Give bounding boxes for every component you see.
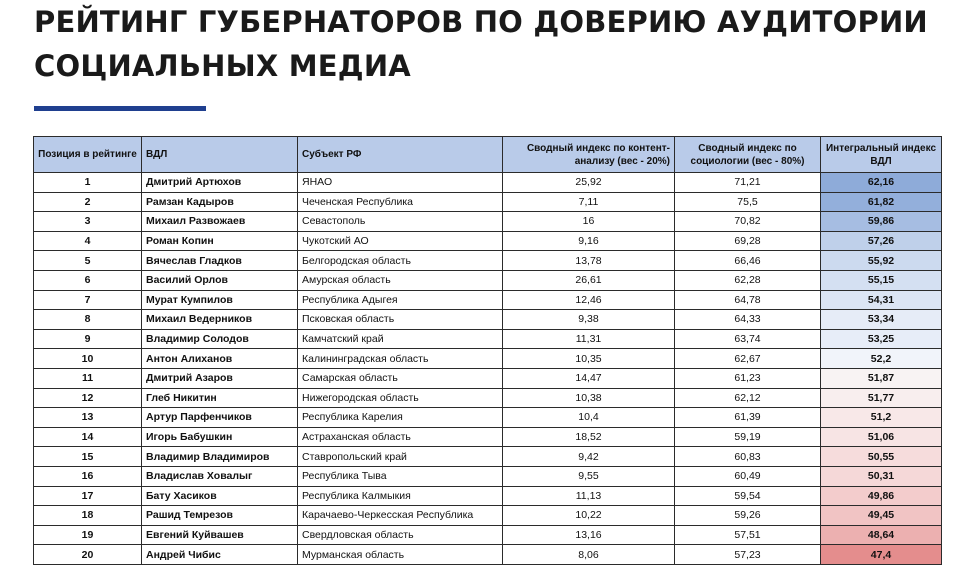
cell-content-index: 14,47 [503, 368, 675, 388]
cell-content-index: 13,78 [503, 251, 675, 271]
cell-socio-index: 57,23 [675, 545, 821, 565]
cell-integral-index: 50,55 [821, 447, 942, 467]
cell-position: 14 [34, 427, 142, 447]
header-subject: Субъект РФ [298, 137, 503, 173]
cell-vdl: Дмитрий Артюхов [142, 173, 298, 193]
table-row [34, 447, 942, 467]
cell-content-index: 10,35 [503, 349, 675, 369]
cell-vdl: Дмитрий Азаров [142, 368, 298, 388]
cell-content-index: 12,46 [503, 290, 675, 310]
cell-position: 12 [34, 388, 142, 408]
table-row [34, 349, 942, 369]
cell-position: 6 [34, 270, 142, 290]
cell-vdl: Василий Орлов [142, 270, 298, 290]
cell-integral-index: 61,82 [821, 192, 942, 212]
cell-position: 11 [34, 368, 142, 388]
cell-socio-index: 70,82 [675, 212, 821, 232]
cell-socio-index: 59,26 [675, 506, 821, 526]
cell-vdl: Владимир Владимиров [142, 447, 298, 467]
cell-subject: Амурская область [298, 270, 503, 290]
cell-vdl: Михаил Развожаев [142, 212, 298, 232]
cell-position: 1 [34, 173, 142, 193]
cell-subject: Нижегородская область [298, 388, 503, 408]
cell-subject: Севастополь [298, 212, 503, 232]
cell-vdl: Игорь Бабушкин [142, 427, 298, 447]
cell-socio-index: 66,46 [675, 251, 821, 271]
cell-integral-index: 50,31 [821, 466, 942, 486]
cell-vdl: Владимир Солодов [142, 329, 298, 349]
cell-vdl: Роман Копин [142, 231, 298, 251]
cell-socio-index: 61,23 [675, 368, 821, 388]
cell-integral-index: 49,45 [821, 506, 942, 526]
cell-integral-index: 53,25 [821, 329, 942, 349]
cell-position: 16 [34, 466, 142, 486]
table-row [34, 427, 942, 447]
cell-subject: Астраханская область [298, 427, 503, 447]
table-row [34, 525, 942, 545]
cell-position: 7 [34, 290, 142, 310]
cell-content-index: 10,38 [503, 388, 675, 408]
cell-integral-index: 51,87 [821, 368, 942, 388]
cell-integral-index: 48,64 [821, 525, 942, 545]
cell-subject: Карачаево-Черкесская Республика [298, 506, 503, 526]
cell-subject: Самарская область [298, 368, 503, 388]
cell-subject: Республика Адыгея [298, 290, 503, 310]
cell-position: 18 [34, 506, 142, 526]
cell-integral-index: 49,86 [821, 486, 942, 506]
cell-vdl: Евгений Куйвашев [142, 525, 298, 545]
table-row [34, 408, 942, 428]
cell-content-index: 16 [503, 212, 675, 232]
cell-vdl: Мурат Кумпилов [142, 290, 298, 310]
table-row [34, 310, 942, 330]
cell-position: 8 [34, 310, 142, 330]
cell-socio-index: 62,28 [675, 270, 821, 290]
cell-socio-index: 61,39 [675, 408, 821, 428]
cell-socio-index: 60,49 [675, 466, 821, 486]
cell-subject: Чукотский АО [298, 231, 503, 251]
cell-integral-index: 51,06 [821, 427, 942, 447]
page-title [34, 0, 934, 88]
cell-subject: Свердловская область [298, 525, 503, 545]
cell-subject: Калининградская область [298, 349, 503, 369]
cell-content-index: 11,13 [503, 486, 675, 506]
table-row [34, 329, 942, 349]
table-row [34, 290, 942, 310]
cell-integral-index: 59,86 [821, 212, 942, 232]
table-row [34, 388, 942, 408]
cell-position: 2 [34, 192, 142, 212]
cell-integral-index: 55,92 [821, 251, 942, 271]
cell-integral-index: 51,77 [821, 388, 942, 408]
cell-vdl: Михаил Ведерников [142, 310, 298, 330]
cell-socio-index: 62,67 [675, 349, 821, 369]
title-accent-bar [34, 106, 206, 111]
header-socio-index: Сводный индекс по социологии (вес - 80%) [675, 137, 821, 173]
cell-subject: Республика Калмыкия [298, 486, 503, 506]
page-title-line-2: СОЦИАЛЬНЫХ МЕДИА [34, 49, 411, 83]
cell-socio-index: 62,12 [675, 388, 821, 408]
cell-content-index: 25,92 [503, 173, 675, 193]
header-integral-index: Интегральный индекс ВДЛ [821, 137, 942, 173]
cell-content-index: 10,4 [503, 408, 675, 428]
cell-socio-index: 75,5 [675, 192, 821, 212]
table-header-row [34, 137, 942, 173]
cell-vdl: Вячеслав Гладков [142, 251, 298, 271]
cell-vdl: Владислав Ховалыг [142, 466, 298, 486]
cell-position: 3 [34, 212, 142, 232]
table-row [34, 173, 942, 193]
cell-position: 10 [34, 349, 142, 369]
cell-socio-index: 64,78 [675, 290, 821, 310]
cell-socio-index: 69,28 [675, 231, 821, 251]
table-row [34, 466, 942, 486]
cell-content-index: 9,42 [503, 447, 675, 467]
cell-integral-index: 62,16 [821, 173, 942, 193]
governor-rating-table [33, 136, 942, 565]
cell-content-index: 26,61 [503, 270, 675, 290]
cell-content-index: 9,38 [503, 310, 675, 330]
table-row [34, 506, 942, 526]
cell-subject: Псковская область [298, 310, 503, 330]
table-body [34, 173, 942, 565]
cell-socio-index: 64,33 [675, 310, 821, 330]
cell-position: 5 [34, 251, 142, 271]
cell-socio-index: 59,19 [675, 427, 821, 447]
cell-content-index: 9,55 [503, 466, 675, 486]
cell-vdl: Рамзан Кадыров [142, 192, 298, 212]
cell-position: 19 [34, 525, 142, 545]
cell-position: 13 [34, 408, 142, 428]
cell-subject: Чеченская Республика [298, 192, 503, 212]
cell-content-index: 9,16 [503, 231, 675, 251]
cell-content-index: 7,11 [503, 192, 675, 212]
cell-position: 15 [34, 447, 142, 467]
cell-socio-index: 71,21 [675, 173, 821, 193]
table-row [34, 192, 942, 212]
cell-content-index: 18,52 [503, 427, 675, 447]
cell-position: 4 [34, 231, 142, 251]
table-row [34, 368, 942, 388]
table-row [34, 231, 942, 251]
cell-socio-index: 59,54 [675, 486, 821, 506]
cell-position: 17 [34, 486, 142, 506]
cell-subject: ЯНАО [298, 173, 503, 193]
cell-content-index: 11,31 [503, 329, 675, 349]
header-vdl: ВДЛ [142, 137, 298, 173]
cell-integral-index: 54,31 [821, 290, 942, 310]
cell-integral-index: 55,15 [821, 270, 942, 290]
cell-socio-index: 63,74 [675, 329, 821, 349]
cell-vdl: Антон Алиханов [142, 349, 298, 369]
cell-position: 20 [34, 545, 142, 565]
cell-subject: Ставропольский край [298, 447, 503, 467]
cell-content-index: 13,16 [503, 525, 675, 545]
cell-integral-index: 51,2 [821, 408, 942, 428]
table-row [34, 251, 942, 271]
cell-subject: Камчатский край [298, 329, 503, 349]
header-content-index: Сводный индекс по контент-анализу (вес - 20%) [503, 137, 675, 173]
cell-vdl: Артур Парфенчиков [142, 408, 298, 428]
cell-socio-index: 60,83 [675, 447, 821, 467]
table-row [34, 545, 942, 565]
header-position: Позиция в рейтинге [34, 137, 142, 173]
table-row [34, 270, 942, 290]
cell-vdl: Бату Хасиков [142, 486, 298, 506]
cell-vdl: Глеб Никитин [142, 388, 298, 408]
cell-content-index: 10,22 [503, 506, 675, 526]
cell-subject: Белгородская область [298, 251, 503, 271]
cell-integral-index: 53,34 [821, 310, 942, 330]
cell-subject: Республика Тыва [298, 466, 503, 486]
cell-integral-index: 47,4 [821, 545, 942, 565]
table-row [34, 486, 942, 506]
cell-subject: Мурманская область [298, 545, 503, 565]
table-row [34, 212, 942, 232]
cell-socio-index: 57,51 [675, 525, 821, 545]
cell-integral-index: 57,26 [821, 231, 942, 251]
cell-content-index: 8,06 [503, 545, 675, 565]
cell-vdl: Андрей Чибис [142, 545, 298, 565]
page-title-line-1: РЕЙТИНГ ГУБЕРНАТОРОВ ПО ДОВЕРИЮ АУДИТОРИИ [34, 5, 928, 39]
cell-subject: Республика Карелия [298, 408, 503, 428]
cell-position: 9 [34, 329, 142, 349]
cell-vdl: Рашид Темрезов [142, 506, 298, 526]
cell-integral-index: 52,2 [821, 349, 942, 369]
